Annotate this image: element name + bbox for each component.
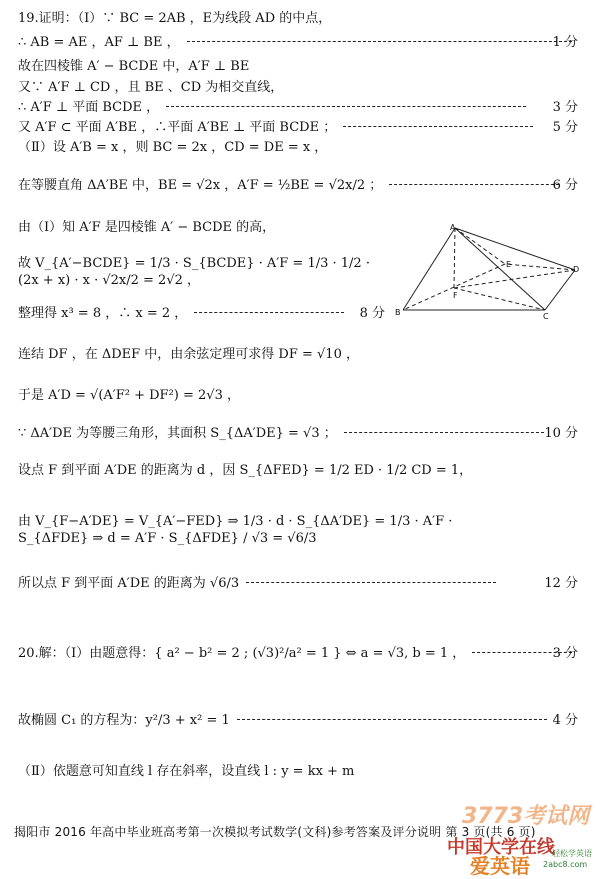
segment-fc [454, 288, 545, 310]
score-label: 8 分 [359, 306, 385, 321]
score-label: 3 分 [552, 646, 578, 661]
proof-line-3 [18, 58, 578, 75]
pyramid-diagram [395, 222, 580, 322]
score-label: 6 分 [552, 178, 578, 193]
proof-line-13 [18, 387, 578, 404]
edge-ad [455, 228, 575, 270]
edge-ac [455, 228, 545, 310]
text: 连结 DF ，在 ΔDEF 中，由余弦定理可求得 DF = √10 ， [18, 347, 359, 362]
text: 又∵ A′F ⊥ CD ，且 BE 、CD 为相交直线， [18, 80, 284, 95]
score-label: 10 分 [544, 426, 578, 441]
text: 故椭圆 C₁ 的方程为：y²/3 + x² = 1 [18, 713, 230, 728]
score-leader [237, 719, 547, 720]
text: 由（Ⅰ）知 A′F 是四棱锥 A′ − BCDE 的高， [18, 220, 276, 235]
text: ∴ AB = AE ，AF ⊥ BE ， [18, 35, 180, 50]
label-c: C [543, 312, 549, 321]
score-label: 1 分 [552, 35, 578, 50]
score-label: 3 分 [552, 100, 578, 115]
score-leader [246, 582, 496, 583]
score-label: 4 分 [552, 713, 578, 728]
text: 设点 F 到平面 A′DE 的距离为 d ，因 S_{ΔFED} = 1/2 ED · 1/2 CD = 1， [18, 463, 473, 478]
label-f: F [453, 291, 458, 300]
label-d: D [573, 265, 580, 274]
label-b: B [395, 308, 401, 317]
proof-line-18 [18, 645, 578, 662]
watermark-slogan: 轻松学英语 [552, 849, 592, 858]
edge-cd [545, 270, 575, 310]
text: 20.解：（Ⅰ）由题意得：{ a² − b² = 2 ; (√3)²/a² = 1 } ⇔ a = √3, b = 1 ， [18, 646, 466, 661]
proof-line-1 [18, 10, 578, 27]
text: 整理得 x³ = 8 ，∴ x = 2 ， [18, 306, 188, 321]
watermark-cn-univ: 中国大学在线 [447, 837, 555, 858]
text: 于是 A′D = √(A′F² + DF²) = 2√3 ， [18, 388, 240, 403]
proof-line-10 [18, 255, 390, 289]
text: 所以点 F 到平面 A′DE 的距离为 √6/3 [18, 576, 240, 591]
text: 故 V_{A′−BCDE} = 1/3 · S_{BCDE} · A′F = 1/3 · 1/2 · (2x + x) · x · √2x/2 = 2√2 ， [18, 256, 370, 288]
proof-line-8 [18, 177, 578, 194]
score-leader [344, 432, 544, 433]
proof-line-5 [18, 99, 578, 116]
page-footer: 揭阳市 2016 年高中毕业班高考第一次模拟考试数学(文科)参考答案及评分说明 第 3 页(共 6 页) [14, 825, 536, 839]
label-e: E [506, 260, 512, 269]
score-leader [187, 41, 572, 42]
proof-line-11 [18, 305, 385, 322]
watermark-logo: 爱英语 [470, 854, 530, 878]
watermark-site: 3773考试网 [462, 804, 590, 829]
score-label: 5 分 [552, 120, 578, 135]
height-af [454, 228, 455, 288]
text: 由 V_{F−A′DE} = V_{A′−FED} ⇒ 1/3 · d · S_{ΔA′DE} = 1/3 · A′F · S_{ΔFDE} ⇒ d = A′F · S_{ΔFDE} / √3 = √6/3 [18, 514, 453, 546]
score-leader [166, 106, 526, 107]
proof-line-16 [18, 513, 490, 547]
text: 故在四棱锥 A′ − BCDE 中，A′F ⊥ BE [18, 59, 250, 74]
text: ∴ A′F ⊥ 平面 BCDE ， [18, 100, 160, 115]
proof-line-15 [18, 462, 578, 479]
text: （Ⅱ）设 A′B = x ，则 BC = 2x ，CD = DE = x ， [18, 140, 328, 155]
proof-line-2 [18, 34, 578, 51]
score-leader [194, 312, 344, 313]
text: 在等腰直角 ΔA′BE 中，BE = √2x ，A′F = ½BE = √2x/2 ； [18, 178, 383, 193]
edge-ab [403, 228, 455, 310]
score-leader [343, 126, 533, 127]
watermark-url: 2abc8.com [543, 860, 588, 869]
text: 又 A′F ⊂ 平面 A′BE ，∴平面 A′BE ⊥ 平面 BCDE ； [18, 120, 337, 135]
proof-line-12 [18, 346, 578, 363]
proof-line-4 [18, 79, 578, 96]
edge-de [505, 264, 575, 270]
score-leader [389, 184, 559, 185]
edge-ae [455, 228, 505, 264]
text: （Ⅱ）依题意可知直线 l 存在斜率，设直线 l : y = kx + m [18, 764, 355, 779]
proof-line-20 [18, 763, 578, 780]
proof-line-17 [18, 575, 578, 592]
proof-line-14 [18, 425, 578, 442]
text: ∵ ΔA′DE 为等腰三角形，其面积 S_{ΔA′DE} = √3 ； [18, 426, 337, 441]
proof-line-7 [18, 139, 578, 156]
score-label: 12 分 [544, 576, 578, 591]
proof-line-19 [18, 712, 578, 729]
label-a: A [450, 223, 456, 232]
text: 19.证明：（Ⅰ）∵ BC = 2AB ，E为线段 AD 的中点， [18, 11, 332, 26]
proof-line-6 [18, 119, 578, 136]
